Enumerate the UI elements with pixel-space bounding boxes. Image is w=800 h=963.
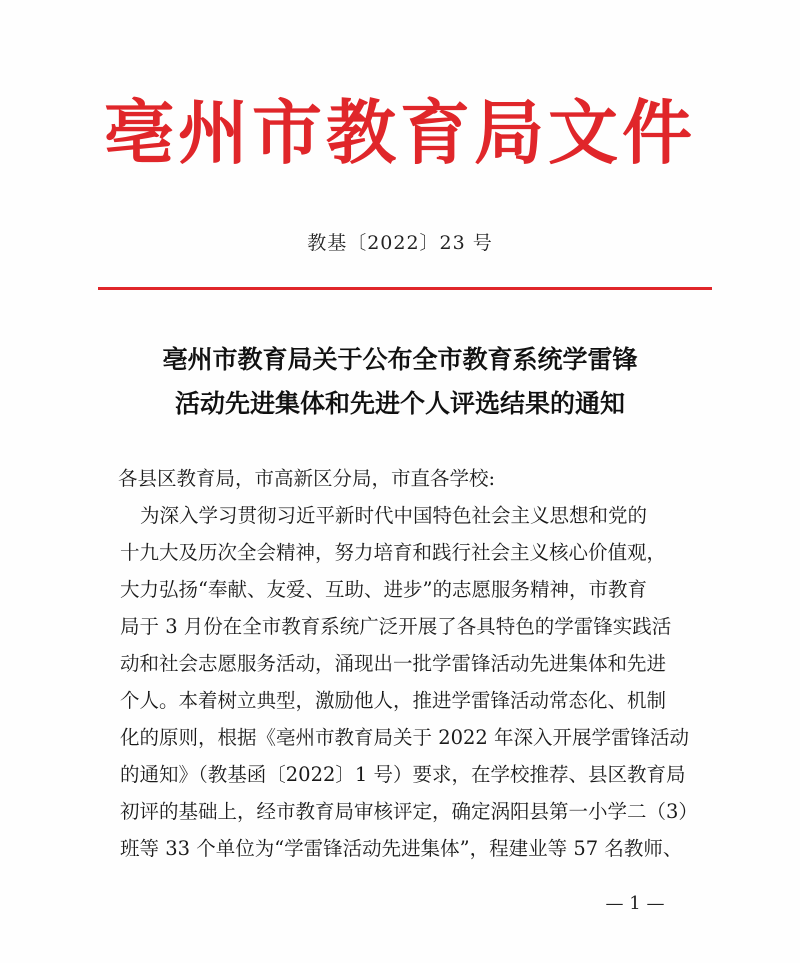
body-line: 的通知》（教基函〔2022〕1 号）要求，在学校推荐、县区教育局 [120, 763, 686, 786]
document-number: 教基〔2022〕23 号 [307, 232, 493, 254]
body-line: 化的原则，根据《亳州市教育局关于 2022 年深入开展学雷锋活动 [120, 726, 690, 749]
page-number: — 1 — [605, 893, 665, 914]
body-line: 动和社会志愿服务活动，涌现出一批学雷锋活动先进集体和先进 [120, 652, 667, 675]
body-line: 初评的基础上，经市教育局审核评定，确定涡阳县第一小学二（3） [120, 800, 698, 823]
body-line: 十九大及历次全会精神，努力培育和践行社会主义核心价值观， [120, 541, 667, 564]
issuer-title: 亳州市教育局文件 [104, 91, 696, 174]
body-line: 局于 3 月份在全市教育系统广泛开展了各具特色的学雷锋实践活 [120, 615, 672, 638]
salutation: 各县区教育局，市高新区分局，市直各学校: [118, 467, 496, 490]
body-line: 个人。本着树立典型，激励他人，推进学雷锋活动常态化、机制 [120, 689, 667, 712]
body-line: 班等 33 个单位为“学雷锋活动先进集体”，程建业等 57 名教师、 [120, 837, 683, 860]
body-line: 为深入学习贯彻习近平新时代中国特色社会主义思想和党的 [140, 504, 648, 527]
body-line: 大力弘扬“奉献、友爱、互助、进步”的志愿服务精神，市教育 [120, 578, 647, 601]
notice-body [120, 460, 700, 867]
notice-title-line-1: 亳州市教育局关于公布全市教育系统学雷锋 [162, 345, 638, 374]
notice-title-line-2: 活动先进集体和先进个人评选结果的通知 [174, 389, 625, 418]
red-divider-line [98, 287, 712, 290]
notice-title [60, 338, 740, 426]
